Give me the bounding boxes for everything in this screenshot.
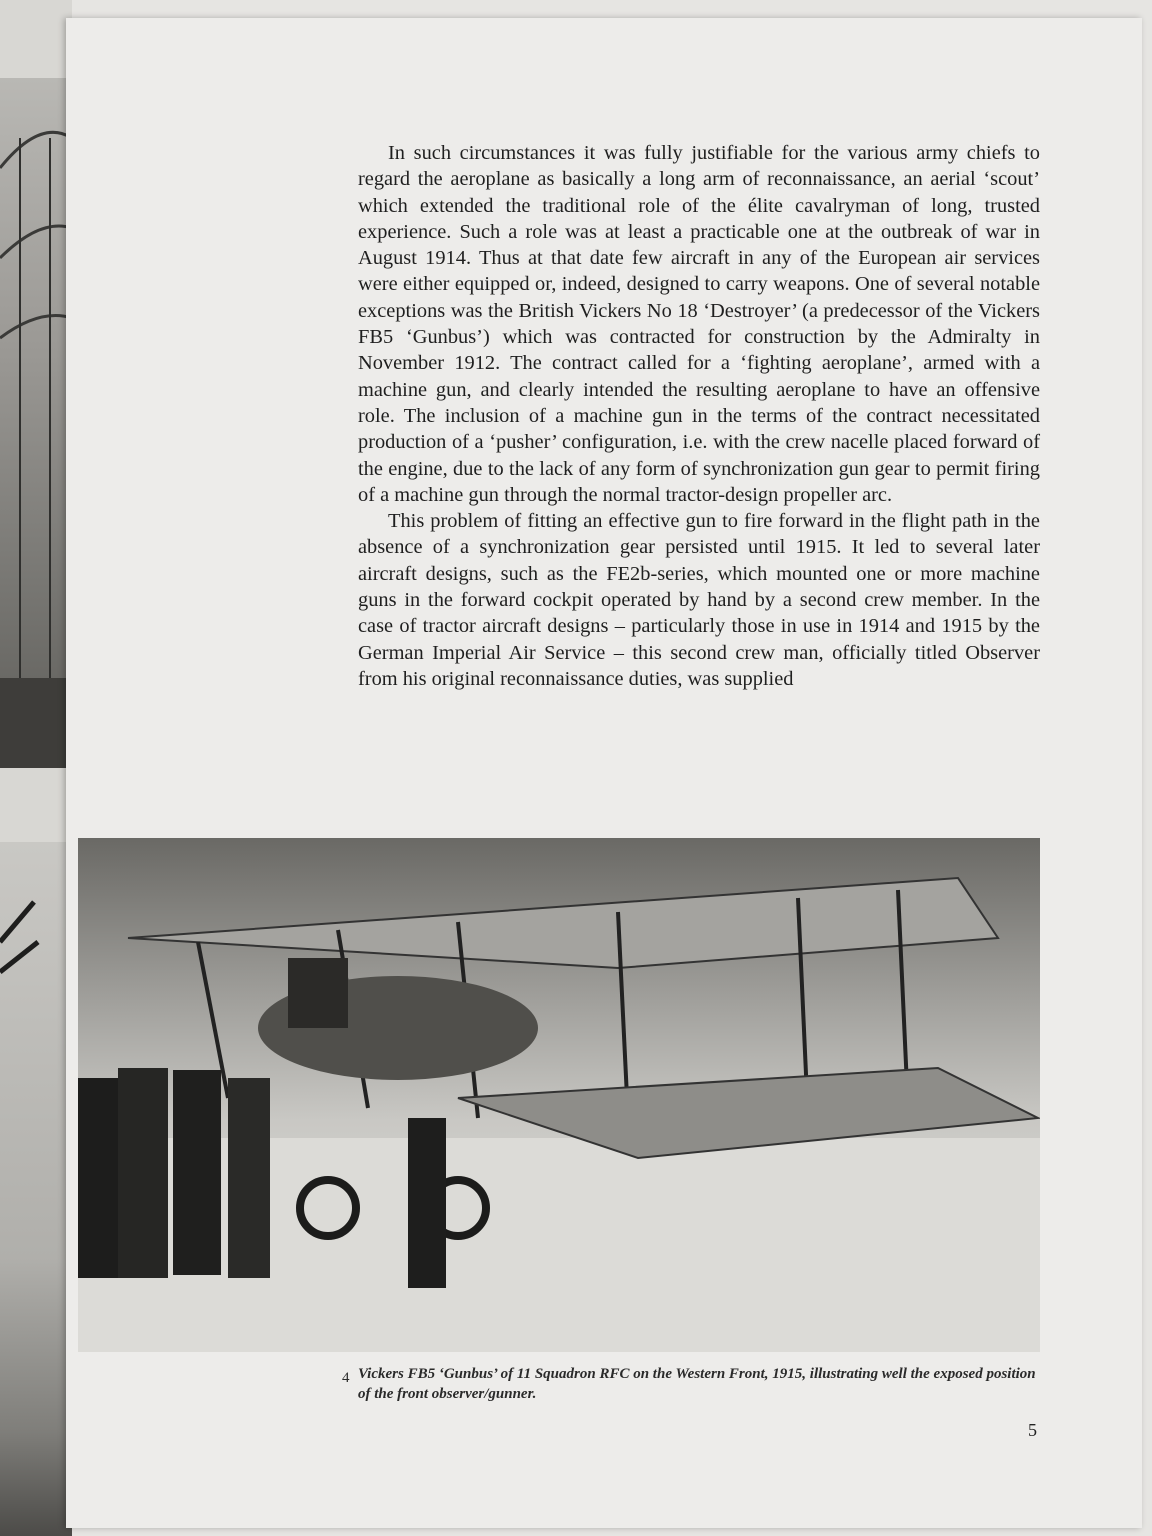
- figure-number: 4: [342, 1370, 350, 1386]
- figure-caption-text: Vickers FB5 ‘Gunbus’ of 11 Squadron RFC on the Western Front, 1915, illustrating well the exposed position of the front observer/gunner.: [358, 1366, 1036, 1402]
- facing-page-edge: [0, 0, 72, 1536]
- paragraph-1: In such circumstances it was fully justifiable for the various army chiefs to regard the aeroplane as basically a long arm of reconnaissance, an aerial ‘scout’ which extended the traditional role of the élite cavalryman of long, trusted experience. Such a role was at least a practicable one at the outbreak of war in August 1914. Thus at that date few aircraft in any of the European air services were either equipped or, indeed, designed to carry weapons. One of several notable exceptions was the British Vickers No 18 ‘Destroyer’ (a predecessor of the Vickers FB5 ‘Gunbus’) which was contracted for construction by the Admiralty in November 1912. The contract called for a ‘fighting aeroplane’, armed with a machine gun, and clearly intended the resulting aeroplane to have an offensive role. The inclusion of a machine gun in the terms of the contract necessitated production of a ‘pusher’ configuration, i.e. with the crew nacelle placed forward of the engine, due to the lack of any form of synchronization gun gear to permit firing of a machine gun through the normal tractor-design propeller arc.: [358, 142, 1040, 506]
- page-number: 5: [1028, 1420, 1037, 1440]
- paragraph-2: This problem of fitting an effective gun to fire forward in the flight path in the absence of a synchronization gear persisted until 1915. It led to several later aircraft designs, such as the FE2b-series, which mounted one or more machine guns in the forward cockpit operated by hand by a second crew member. In the case of tractor aircraft designs – particularly those in use in 1914 and 1915 by the German Imperial Air Service – this second crew man, officially titled Observer from his original reconnaissance duties, was supplied: [358, 510, 1040, 690]
- facing-page-photo-bottom: [0, 842, 72, 1536]
- figure-photo-vickers-gunbus: [78, 838, 1040, 1352]
- body-text: [358, 140, 1040, 692]
- figure-caption: [342, 1364, 1040, 1404]
- facing-page-photo-top: [0, 78, 72, 768]
